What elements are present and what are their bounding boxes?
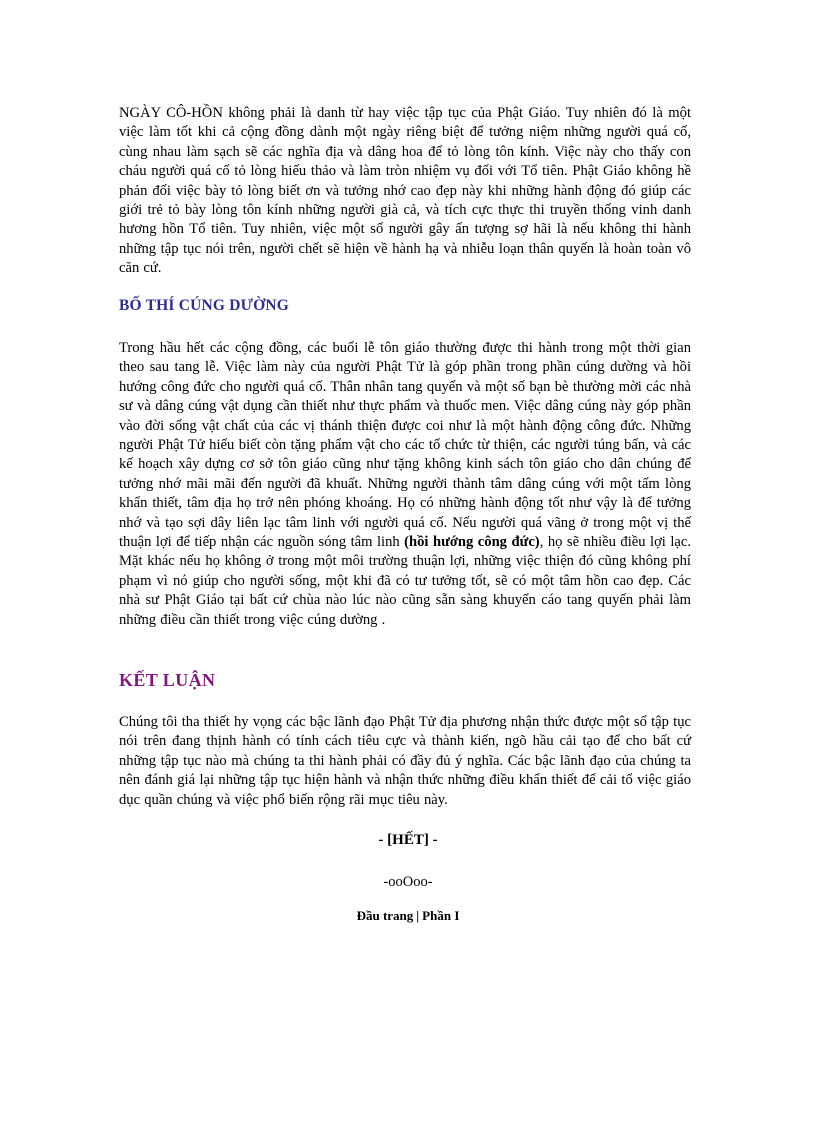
conclusion-paragraph: Chúng tôi tha thiết hy vọng các bậc lãnh đạo Phật Tử địa phương nhận thức được một số tập tục nói trên đang thịnh hành có tính cách tiêu cực và thành kiến, ngõ hầu cải tạo để cho bất cứ những tập tục nào mà chúng ta thi hành phải có đầy đủ ý nghĩa. Các bậc lãnh đạo của chúng ta nên đánh giá lại những tập tục hiện hành và nhận thức những điều khẩn thiết để cải tổ việc giáo dục quần chúng và việc phổ biến rộng rãi mục tiêu này. [119,714,691,808]
end-mark: - [HẾT] - [378,832,438,848]
footer-navigation [0,908,816,924]
offering-paragraph [119,339,691,630]
offering-text-part2: , họ sẽ nhiều điều lợi lạc. Mặt khác nếu họ không ở trong một môi trường thuận lợi, những việc thiện đó cũng không phí phạm vì nó giúp cho người sống, một khi đã có tư tưởng tốt, sẽ có một tâm hồn cao đẹp. Các nhà sư Phật Giáo tại bất cứ chùa nào lúc nào cũng sẵn sàng khuyến cáo tang quyến phải làm những điều cần thiết trong việc cúng dường . [119,534,691,628]
merit-dedication-term: (hồi hướng công đức) [404,534,540,551]
ornament-divider: -ooOoo- [383,874,433,890]
intro-paragraph: NGÀY CÔ-HỒN không phải là danh từ hay việc tập tục của Phật Giáo. Tuy nhiên đó là một việc làm tốt khi cả cộng đồng dành một ngày riêng biệt để tưởng niệm những người quá cố, cùng nhau làm sạch sẽ các nghĩa địa và dâng hoa để tỏ lòng tôn kính. Việc này cho thấy con cháu người quá cố tỏ lòng hiếu thảo và làm tròn nhiệm vụ đối với Tổ tiên. Phật Giáo không hề phản đối việc bày tỏ lòng biết ơn và tưởng nhớ cao đẹp này khi những hành động đó giúp các giới trẻ tỏ bày lòng tôn kính những người già cả, và tích cực thực thi truyền thống vinh danh hương hồn Tổ tiên. Tuy nhiên, việc một số người gây ấn tượng sợ hãi là nếu không thi hành những tập tục nói trên, người chết sẽ hiện về hành hạ và nhiễu loạn thân quyến là hoàn toàn vô căn cứ. [119,105,691,277]
offering-heading: BỐ THÍ CÚNG DƯỜNG [119,297,290,314]
offering-text-part1: Trong hầu hết các cộng đồng, các buổi lễ tôn giáo thường được thi hành trong một thời gian theo sau tang lễ. Việc làm này của người Phật Tử là góp phần trong phần cúng dường và hồi hướng công đức cho người quá cố. Thân nhân tang quyến và một số bạn bè thường mời các nhà sư và dâng cúng vật dụng cần thiết như thực phẩm và thuốc men. Việc dâng cúng này góp phần vào đời sống vật chất của các vị thánh thiện được coi như là một hành động công đức. Những người Phật Tử hiểu biết còn tặng phẩm vật cho các tổ chức từ thiện, các người túng bấn, và các kế hoạch xây dựng cơ sở tôn giáo cũng như tặng không kinh sách tôn giáo cho dân chúng để tưởng nhớ mãi mãi đến người đã khuất. Những người thành tâm dâng cúng với một tấm lòng khẩn thiết, tâm địa họ trở nên phóng khoáng. Họ có những hành động tốt như vậy là để tưởng nhớ và tạo sợi dây liên lạc tâm linh với người quá cố. Nếu người quá vãng ở trong một vị thế thuận lợi để tiếp nhận các nguồn sóng tâm linh [119,340,691,551]
part-one-link[interactable]: Phần I [422,908,460,923]
conclusion-heading: KẾT LUẬN [119,670,216,690]
nav-separator: | [416,908,420,923]
top-of-page-link[interactable]: Đầu trang [356,908,414,923]
